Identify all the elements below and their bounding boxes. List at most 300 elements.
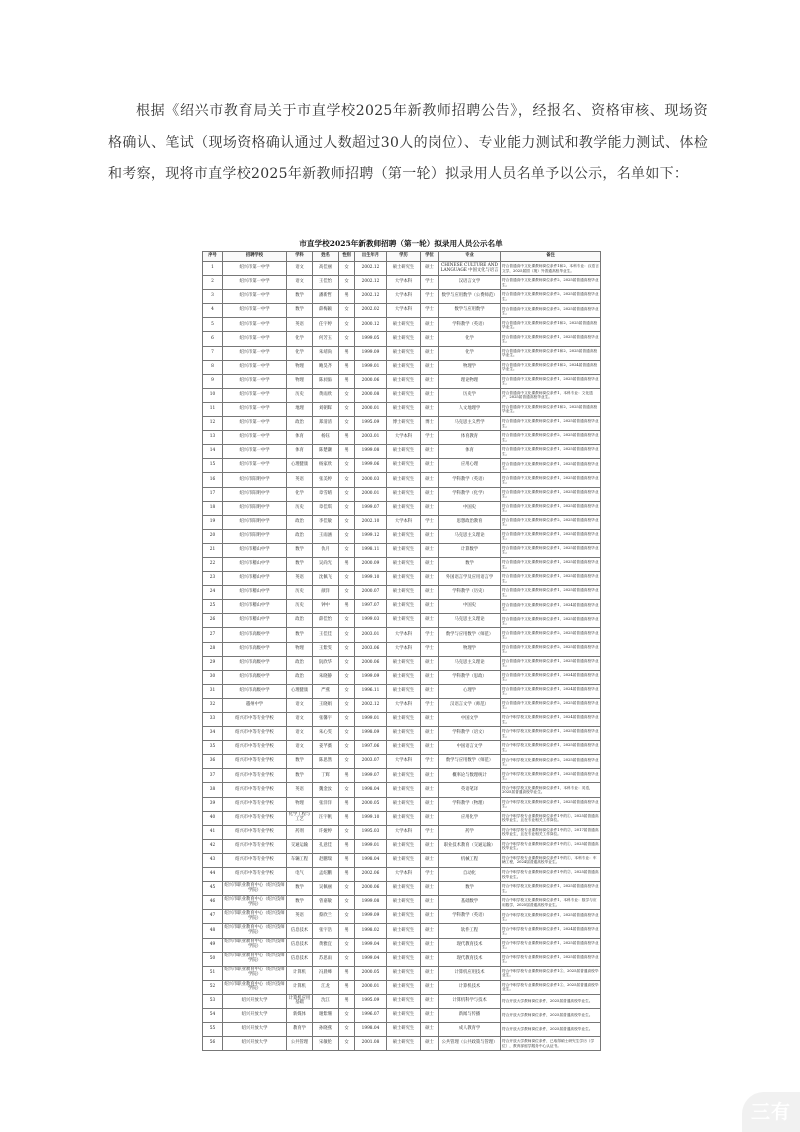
col-major: 药学	[439, 825, 501, 839]
col-education: 硕士研究生	[387, 1037, 421, 1051]
col-major: 数学与应用数学	[439, 304, 501, 318]
col-subject: 数学	[287, 755, 313, 769]
col-major: 马克思主义理论	[439, 529, 501, 543]
col-degree: 硕士	[421, 952, 439, 966]
col-remarks: 符合中职学校文化课教师岗位条件1，本科专业：数学与应用数学，2025届普通高校毕业生。	[501, 896, 601, 910]
col-degree: 硕士	[421, 543, 439, 557]
col-major: 学科教学（英语）	[439, 318, 501, 332]
col-subject: 政治	[287, 417, 313, 431]
col-birth: 1999.05	[355, 332, 387, 346]
col-subject: 公共管理	[287, 1037, 313, 1051]
col-name: 汪宇帆	[313, 811, 339, 825]
col-major: 数学	[439, 557, 501, 571]
col-major: 历史学	[439, 388, 501, 402]
col-degree: 硕士	[421, 966, 439, 980]
col-index: 52	[203, 980, 223, 994]
col-school: 绍兴开放大学	[223, 1023, 287, 1037]
col-name: 章雪晴	[313, 487, 339, 501]
col-name: 阮欣华	[313, 656, 339, 670]
col-remarks: 符合普通高中文化课教师岗位条件1，本科专业：文化遗产，2025届普通高校毕业生。	[501, 388, 601, 402]
col-subject: 语文	[287, 698, 313, 712]
col-index: 54	[203, 1008, 223, 1022]
col-gender: 男	[339, 980, 355, 994]
col-school: 绍兴市职业教育中心（绍兴技师学院）	[223, 910, 287, 924]
col-gender: 女	[339, 727, 355, 741]
col-remarks: 符合中职学校专业课教师岗位条件1中的①，2025届普通高校毕业生。	[501, 839, 601, 853]
col-school: 绍兴市高级中学	[223, 656, 287, 670]
col-major: 心理学	[439, 684, 501, 698]
col-birth: 1998.09	[355, 727, 387, 741]
col-remarks: 符合普通高中文化课教师岗位条件2，2025届普通高校毕业生。	[501, 642, 601, 656]
col-birth: 1999.08	[355, 445, 387, 459]
col-subject: 历史	[287, 388, 313, 402]
col-index: 17	[203, 487, 223, 501]
col-major: 应用化学	[439, 811, 501, 825]
col-gender: 女	[339, 487, 355, 501]
col-school: 绍兴市第一中学	[223, 417, 287, 431]
col-birth: 2000.01	[355, 980, 387, 994]
col-school: 绍兴市稽山中学	[223, 543, 287, 557]
header-col-major: 专业	[439, 252, 501, 262]
col-degree: 硕士	[421, 388, 439, 402]
table-row	[203, 868, 601, 882]
col-remarks: 符合普通高中文化课教师岗位条件1和2，2025届普通高校毕业生。	[501, 346, 601, 360]
col-school: 绍兴市高级中学	[223, 628, 287, 642]
col-subject: 语文	[287, 276, 313, 290]
col-school: 绍兴市高级中学	[223, 642, 287, 656]
col-education: 硕士研究生	[387, 727, 421, 741]
col-gender: 女	[339, 304, 355, 318]
col-school: 绍兴市职业教育中心（绍兴技师学院）	[223, 952, 287, 966]
col-major: 外国语言学及应用语言学	[439, 572, 501, 586]
col-birth: 2002.12	[355, 290, 387, 304]
col-name: 杨家欣	[313, 459, 339, 473]
col-degree: 硕士	[421, 346, 439, 360]
col-birth: 1999.10	[355, 811, 387, 825]
col-degree: 硕士	[421, 980, 439, 994]
col-name: 蔡欣兰	[313, 910, 339, 924]
col-name: 曾嘉敏	[313, 896, 339, 910]
col-birth: 1999.03	[355, 614, 387, 628]
col-school: 绍兴市中等专业学校	[223, 713, 287, 727]
table-row	[203, 600, 601, 614]
col-major: 学科教学（英语）	[439, 473, 501, 487]
col-index: 43	[203, 853, 223, 867]
col-major: 计算数学	[439, 543, 501, 557]
col-degree: 硕士	[421, 487, 439, 501]
col-name: 朱心雯	[313, 727, 339, 741]
table-row	[203, 656, 601, 670]
col-gender: 女	[339, 529, 355, 543]
col-remarks: 符合普通高中文化课教师岗位条件1，2025届普通高校毕业生。	[501, 487, 601, 501]
col-major: 汉语言文学（师范）	[439, 698, 501, 712]
col-major: 学科教学（化学）	[439, 487, 501, 501]
col-subject: 语文	[287, 262, 313, 276]
col-major: 体育	[439, 445, 501, 459]
col-school: 绍兴市第一中学	[223, 346, 287, 360]
col-degree: 硕士	[421, 557, 439, 571]
col-degree: 硕士	[421, 811, 439, 825]
col-major: 数学与应用数学（公费师范）	[439, 290, 501, 304]
col-school: 绍兴市稽山中学	[223, 600, 287, 614]
col-index: 19	[203, 515, 223, 529]
col-index: 20	[203, 529, 223, 543]
col-gender: 女	[339, 459, 355, 473]
col-major: 汉语言文学	[439, 276, 501, 290]
col-subject: 物理	[287, 797, 313, 811]
col-name: 李佳敏	[313, 515, 339, 529]
col-degree: 硕士	[421, 853, 439, 867]
col-degree: 学士	[421, 276, 439, 290]
col-name: 赵鹏瑞	[313, 853, 339, 867]
col-major: 学科教学（历史）	[439, 586, 501, 600]
col-subject: 英语	[287, 473, 313, 487]
intro-paragraph: 根据《绍兴市教育局关于市直学校2025年新教师招聘公告》，经报名、资格审核、现场资格确认、笔试（现场资格确认通过人数超过30人的岗位）、专业能力测试和教学能力测试、体检和考察，现将市直学校2025年新教师招聘（第一轮）拟录用人员名单予以公示，名单如下：	[108, 103, 708, 182]
col-birth: 2000.12	[355, 318, 387, 332]
col-degree: 学士	[421, 304, 439, 318]
table-row	[203, 882, 601, 896]
col-gender: 女	[339, 670, 355, 684]
col-subject: 政治	[287, 670, 313, 684]
col-major: 计算机科学与技术	[439, 994, 501, 1008]
col-education: 大学本科	[387, 825, 421, 839]
col-name: 张美婷	[313, 473, 339, 487]
col-name: 张馨宇	[313, 713, 339, 727]
col-education: 硕士研究生	[387, 839, 421, 853]
col-index: 5	[203, 318, 223, 332]
col-remarks: 符合中职学校文化课教师岗位条件1，2025届普通高校毕业生。	[501, 727, 601, 741]
col-subject: 政治	[287, 515, 313, 529]
table-row	[203, 501, 601, 515]
col-index: 46	[203, 896, 223, 910]
col-gender: 女	[339, 332, 355, 346]
col-degree: 硕士	[421, 882, 439, 896]
col-major: 学科教学（英语）	[439, 910, 501, 924]
col-name: 王雨涵	[313, 529, 339, 543]
col-index: 2	[203, 276, 223, 290]
col-education: 硕士研究生	[387, 769, 421, 783]
col-education: 硕士研究生	[387, 1023, 421, 1037]
col-birth: 1998.04	[355, 1023, 387, 1037]
col-subject: 数学	[287, 628, 313, 642]
table-row	[203, 642, 601, 656]
col-gender: 女	[339, 882, 355, 896]
col-education: 硕士研究生	[387, 656, 421, 670]
col-birth: 1999.04	[355, 952, 387, 966]
col-index: 45	[203, 882, 223, 896]
col-birth: 1998.04	[355, 783, 387, 797]
table-row	[203, 304, 601, 318]
table-row	[203, 1023, 601, 1037]
col-subject: 数学	[287, 290, 313, 304]
table-row	[203, 417, 601, 431]
col-name: 严燕	[313, 684, 339, 698]
col-birth: 2000.01	[355, 402, 387, 416]
table-row	[203, 727, 601, 741]
col-remarks: 符合普通高中文化课教师岗位条件1和2，本科专业：汉语言文学，2025届国（境）外普通高校毕业生。	[501, 262, 601, 276]
col-education: 硕士研究生	[387, 783, 421, 797]
table-row	[203, 318, 601, 332]
col-education: 硕士研究生	[387, 346, 421, 360]
col-school: 绍兴市职业教育中心（绍兴技师学院）	[223, 924, 287, 938]
col-birth: 2000.09	[355, 557, 387, 571]
col-school: 绍兴市中等专业学校	[223, 825, 287, 839]
col-education: 硕士研究生	[387, 600, 421, 614]
col-index: 48	[203, 924, 223, 938]
table-row	[203, 1037, 601, 1051]
col-education: 硕士研究生	[387, 896, 421, 910]
col-subject: 政治	[287, 614, 313, 628]
col-gender: 男	[339, 431, 355, 445]
col-degree: 硕士	[421, 402, 439, 416]
col-birth: 2000.06	[355, 656, 387, 670]
col-subject: 信息技术	[287, 938, 313, 952]
col-birth: 2002.12	[355, 698, 387, 712]
col-name: 陈昶溢	[313, 374, 339, 388]
col-education: 硕士研究生	[387, 938, 421, 952]
col-birth: 2001.08	[355, 1037, 387, 1051]
col-index: 56	[203, 1037, 223, 1051]
col-birth: 1999.06	[355, 459, 387, 473]
col-remarks: 符合普通高中文化课教师岗位条件1，2025届普通高校毕业生。	[501, 529, 601, 543]
col-remarks: 符合普通高中文化课教师岗位条件1，2025届普通高校毕业生。	[501, 572, 601, 586]
col-index: 10	[203, 388, 223, 402]
col-birth: 2002.12	[355, 276, 387, 290]
col-gender: 女	[339, 417, 355, 431]
col-remarks: 符合普通高中文化课教师岗位条件2，2025届普通高校毕业生。	[501, 431, 601, 445]
col-school: 绍兴市阳明中学	[223, 473, 287, 487]
col-education: 硕士研究生	[387, 966, 421, 980]
col-name: 江龙	[313, 980, 339, 994]
col-education: 大学本科	[387, 431, 421, 445]
col-remarks: 符合普通高中文化课教师岗位条件1，2025届普通高校毕业生。	[501, 557, 601, 571]
col-degree: 学士	[421, 642, 439, 656]
col-subject: 物理	[287, 374, 313, 388]
col-major: 计算机技术	[439, 980, 501, 994]
col-remarks: 符合中职学校专业课教师岗位条件1①，2025届普通高校毕业生。	[501, 966, 601, 980]
col-subject: 信息技术	[287, 924, 313, 938]
col-index: 6	[203, 332, 223, 346]
col-gender: 女	[339, 501, 355, 515]
col-school: 绍兴市高级中学	[223, 684, 287, 698]
col-name: 王紫雯	[313, 642, 339, 656]
col-school: 绍兴市中等专业学校	[223, 839, 287, 853]
col-name: 朱靖尚	[313, 346, 339, 360]
col-education: 大学本科	[387, 290, 421, 304]
table-row	[203, 332, 601, 346]
col-education: 大学本科	[387, 755, 421, 769]
col-education: 硕士研究生	[387, 713, 421, 727]
col-major: 机械工程	[439, 853, 501, 867]
col-education: 硕士研究生	[387, 882, 421, 896]
col-name: 王晓娟	[313, 698, 339, 712]
col-remarks: 符合普通高中文化课教师岗位条件1和2，2025届普通高校毕业生。	[501, 318, 601, 332]
col-birth: 1999.01	[355, 839, 387, 853]
col-gender: 男	[339, 966, 355, 980]
col-subject: 化学	[287, 346, 313, 360]
col-index: 3	[203, 290, 223, 304]
col-school: 绍兴开放大学	[223, 1037, 287, 1051]
table-row	[203, 910, 601, 924]
col-index: 31	[203, 684, 223, 698]
col-subject: 英语	[287, 572, 313, 586]
table-row	[203, 966, 601, 980]
col-gender: 女	[339, 586, 355, 600]
col-gender: 女	[339, 515, 355, 529]
col-gender: 男	[339, 797, 355, 811]
table-body	[203, 262, 601, 1051]
col-birth: 2003.01	[355, 628, 387, 642]
col-index: 39	[203, 797, 223, 811]
col-name: 孔意佳	[313, 839, 339, 853]
col-school: 绍兴市职业教育中心（绍兴技师学院）	[223, 966, 287, 980]
col-remarks: 符合中职学校专业课教师岗位条件1，2025届普通高校毕业生。	[501, 938, 601, 952]
col-education: 硕士研究生	[387, 586, 421, 600]
col-gender: 男	[339, 924, 355, 938]
col-subject: 体育	[287, 445, 313, 459]
col-degree: 学士	[421, 290, 439, 304]
col-subject: 历史	[287, 501, 313, 515]
col-education: 大学本科	[387, 698, 421, 712]
table-row	[203, 360, 601, 374]
col-gender: 女	[339, 318, 355, 332]
roster-table-image	[202, 237, 600, 1048]
col-school: 绍兴市第一中学	[223, 262, 287, 276]
col-gender: 女	[339, 1023, 355, 1037]
col-name: 宋敏伦	[313, 1037, 339, 1051]
col-remarks: 符合普通高中文化课教师岗位条件2，2025届普通高校毕业生。	[501, 304, 601, 318]
table-row	[203, 290, 601, 304]
col-birth: 1999.01	[355, 713, 387, 727]
col-birth: 1995.09	[355, 994, 387, 1008]
col-birth: 2002.10	[355, 515, 387, 529]
col-school: 绍兴市第一中学	[223, 374, 287, 388]
col-degree: 硕士	[421, 1008, 439, 1022]
col-subject: 数学	[287, 769, 313, 783]
col-school: 绍兴市职业教育中心（绍兴技师学院）	[223, 938, 287, 952]
col-subject: 教育学	[287, 1023, 313, 1037]
col-education: 硕士研究生	[387, 459, 421, 473]
col-index: 36	[203, 755, 223, 769]
col-index: 8	[203, 360, 223, 374]
col-name: 朱晓静	[313, 670, 339, 684]
col-degree: 学士	[421, 755, 439, 769]
col-gender: 女	[339, 713, 355, 727]
table-row	[203, 431, 601, 445]
table-row	[203, 529, 601, 543]
col-subject: 地理	[287, 402, 313, 416]
col-birth: 2000.05	[355, 966, 387, 980]
col-major: 基础数学	[439, 896, 501, 910]
col-school: 绍兴市中等专业学校	[223, 755, 287, 769]
col-subject: 物理	[287, 642, 313, 656]
col-education: 大学本科	[387, 642, 421, 656]
col-major: 数学与应用数学（师范）	[439, 755, 501, 769]
header-col-index: 序号	[203, 252, 223, 262]
col-major: 数学与应用数学（师范）	[439, 628, 501, 642]
col-education: 硕士研究生	[387, 994, 421, 1008]
col-index: 7	[203, 346, 223, 360]
header-col-education: 学历	[387, 252, 421, 262]
col-gender: 女	[339, 628, 355, 642]
col-remarks: 符合普通高中文化课教师岗位条件1，2025届普通高校毕业生。	[501, 586, 601, 600]
col-remarks: 符合中职学校专业课教师岗位条件1，2024届普通高校毕业生。	[501, 924, 601, 938]
col-degree: 硕士	[421, 332, 439, 346]
col-education: 硕士研究生	[387, 670, 421, 684]
col-gender: 女	[339, 656, 355, 670]
col-index: 9	[203, 374, 223, 388]
col-subject: 数学	[287, 896, 313, 910]
col-school: 绍兴市第一中学	[223, 402, 287, 416]
col-gender: 男	[339, 290, 355, 304]
col-subject: 历史	[287, 600, 313, 614]
col-gender: 女	[339, 825, 355, 839]
col-school: 绍兴市第一中学	[223, 290, 287, 304]
table-row	[203, 388, 601, 402]
col-education: 硕士研究生	[387, 684, 421, 698]
col-education: 硕士研究生	[387, 614, 421, 628]
col-education: 大学本科	[387, 628, 421, 642]
col-name: 薛佳怡	[313, 614, 339, 628]
table-row	[203, 896, 601, 910]
col-subject: 英语	[287, 318, 313, 332]
header-col-birth: 出生年月	[355, 252, 387, 262]
col-index: 28	[203, 642, 223, 656]
col-education: 大学本科	[387, 276, 421, 290]
col-remarks: 符合开放大学教师岗位条件，2025届普通高校毕业生。	[501, 994, 601, 1008]
col-subject: 交通运输	[287, 839, 313, 853]
col-birth: 1999.12	[355, 529, 387, 543]
col-school: 绍兴市职业教育中心（绍兴技师学院）	[223, 980, 287, 994]
col-birth: 1998.02	[355, 924, 387, 938]
col-school: 绍兴市第一中学	[223, 276, 287, 290]
col-index: 37	[203, 769, 223, 783]
col-index: 18	[203, 501, 223, 515]
col-index: 12	[203, 417, 223, 431]
col-remarks: 符合中职学校文化课教师岗位条件1，本科专业：英语，2025届普通高校毕业生。	[501, 783, 601, 797]
col-index: 14	[203, 445, 223, 459]
col-index: 23	[203, 572, 223, 586]
col-school: 越州中学	[223, 698, 287, 712]
col-major: 化学	[439, 332, 501, 346]
col-major: 物理学	[439, 642, 501, 656]
col-school: 绍兴市中等专业学校	[223, 727, 287, 741]
col-education: 硕士研究生	[387, 402, 421, 416]
col-degree: 硕士	[421, 938, 439, 952]
col-major: 中国文学	[439, 713, 501, 727]
col-major: 人文地理学	[439, 402, 501, 416]
col-remarks: 符合普通高中文化课教师岗位条件1，2025届普通高校毕业生。	[501, 614, 601, 628]
col-degree: 硕士	[421, 600, 439, 614]
col-degree: 硕士	[421, 727, 439, 741]
col-name: 丁辉	[313, 769, 339, 783]
col-gender: 男	[339, 600, 355, 614]
col-name: 刘朝晖	[313, 402, 339, 416]
col-remarks: 符合普通高中文化课教师岗位条件1，2025届普通高校毕业生。	[501, 656, 601, 670]
col-birth: 2000.06	[355, 882, 387, 896]
col-birth: 1999.07	[355, 769, 387, 783]
table-row	[203, 839, 601, 853]
col-name: 魏金汝	[313, 783, 339, 797]
col-school: 绍兴市阳明中学	[223, 529, 287, 543]
col-name: 苏思雨	[313, 952, 339, 966]
col-education: 硕士研究生	[387, 924, 421, 938]
col-gender: 女	[339, 473, 355, 487]
col-remarks: 符合普通高中文化课教师岗位条件1和2，2025届普通高校毕业生。	[501, 402, 601, 416]
col-name: 潘新哲	[313, 290, 339, 304]
col-gender: 男	[339, 853, 355, 867]
col-index: 26	[203, 614, 223, 628]
